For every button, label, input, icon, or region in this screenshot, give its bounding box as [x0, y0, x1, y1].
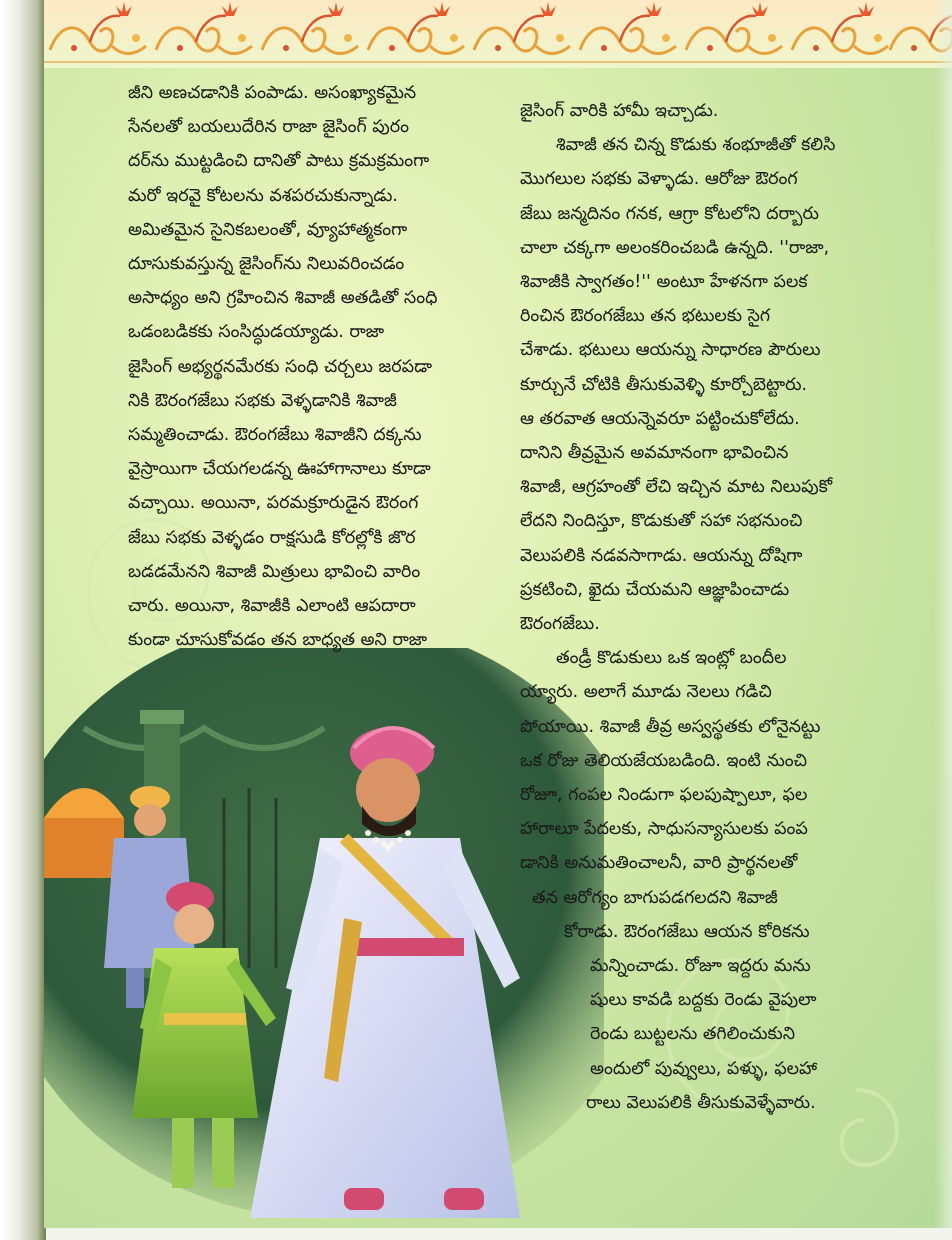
story-page	[44, 0, 952, 1228]
text-line: అమితమైన సైనికబలంతో, వ్యూహాత్మకంగా	[128, 219, 408, 240]
text-line: కుండా చూసుకోవడం తన బాధ్యత అని రాజా	[128, 630, 428, 651]
text-line: ఒడంబడికకు సంసిద్ధుడయ్యాడు. రాజా	[128, 322, 385, 343]
text-line: బడడమేనని శివాజీ మిత్రులు భావించి వారిం	[128, 561, 421, 582]
text-line: రాలు వెలుపలికి తీసుకువెళ్ళేవారు.	[586, 1092, 816, 1113]
text-line: రోజూ, గంపల నిండుగా ఫలపుష్పాలూ, ఫల	[520, 785, 808, 806]
text-line: తన ఆరోగ్యం బాగుపడగలదని శివాజీ	[532, 887, 778, 908]
text-line: వైస్రాయిగా చేయగలడన్న ఊహాగానాలు కూడా	[128, 459, 431, 480]
text-line: శివాజీ తన చిన్న కొడుకు శంభూజీతో కలిసి	[556, 135, 836, 156]
text-line: చాలా చక్కగా అలంకరించబడి ఉన్నది. ''రాజా,	[520, 237, 830, 258]
text-line: సమ్మతించాడు. ఔరంగజేబు శివాజీని దక్కను	[128, 425, 422, 446]
text-line: వచ్చాయి. అయినా, పరమక్రూరుడైన ఔరంగ	[128, 493, 419, 514]
text-line: మరో ఇరవై కోటలను వశపరచుకున్నాడు.	[128, 185, 398, 206]
text-line: రించిన ఔరంగజేబు తన భటులకు సైగ	[520, 306, 771, 327]
right-text-column	[520, 94, 940, 1120]
text-line: మొగలుల సభకు వెళ్ళాడు. ఆరోజు ఔరంగ	[520, 169, 798, 190]
text-line: చేశాడు. భటులు ఆయన్ను సాధారణ పౌరులు	[520, 340, 821, 361]
left-text-column	[128, 76, 544, 657]
text-line: తండ్రీ కొడుకులు ఒక ఇంట్లో బందీల	[556, 648, 787, 669]
text-line: డానికి అనుమతించాలనీ, వారి ప్రార్థనలతో	[520, 853, 798, 874]
text-line: ఒక రోజు తెలియజేయబడింది. ఇంటి నుంచి	[520, 750, 808, 771]
text-line: లేదని నిందిస్తూ, కొడుకుతో సహా సభనుంచి	[520, 511, 803, 532]
text-line: సేనలతో బయలుదేరిన రాజా జైసింగ్ పురం	[128, 117, 409, 138]
text-line: కూర్చునే చోటికి తీసుకువెళ్ళి కూర్చోబెట్టారు.	[520, 374, 808, 395]
text-line: జేబు జన్మదినం గనక, ఆగ్రా కోటలోని దర్బారు	[520, 203, 819, 224]
text-line: రెండు బుట్టలను తగిలించుకుని	[590, 1024, 796, 1045]
text-line: శివాజీ, ఆగ్రహంతో లేచి ఇచ్చిన మాట నిలుపుకో	[520, 477, 833, 498]
text-line: నికి ఔరంగజేబు సభకు వెళ్ళడానికి శివాజీ	[128, 390, 397, 411]
text-line: అసాధ్యం అని గ్రహించిన శివాజీ అతడితో సంధి	[128, 288, 438, 309]
text-line: షులు కావడి బద్దకు రెండు వైపులా	[590, 990, 817, 1011]
book-gutter	[0, 0, 46, 1240]
text-line: ప్రకటించి, ఖైదు చేయమని ఆజ్ఞాపించాడు	[520, 579, 790, 600]
text-line: జైసింగ్ వారికి హామీ ఇచ్చాడు.	[520, 101, 719, 121]
text-line: య్యారు. అలాగే మూడు నెలలు గడిచి	[520, 682, 772, 703]
text-line: హారాలూ పేదలకు, సాధుసన్యాసులకు పంప	[520, 819, 808, 840]
text-line: దూసుకువస్తున్న జైసింగ్‌ను నిలువరించడం	[128, 254, 405, 275]
text-line: దర్‌ను ముట్టడించి దానితో పాటు క్రమక్రమంగా	[128, 151, 430, 172]
text-line: శివాజీకి స్వాగతం!'' అంటూ హేళనగా పలక	[520, 272, 808, 293]
text-line: దానిని తీవ్రమైన అవమానంగా భావించిన	[520, 443, 789, 464]
text-line: చారు. అయినా, శివాజీకి ఎలాంటి ఆపదారా	[128, 596, 416, 617]
text-line: మన్నించాడు. రోజూ ఇద్దరు మను	[590, 956, 811, 977]
text-line: పోయాయి. శివాజీ తీవ్ర అస్వస్థతకు లోనైనట్టు	[520, 716, 821, 737]
text-line: ఆ తరవాత ఆయన్నెవరూ పట్టించుకోలేదు.	[520, 408, 800, 429]
text-line: వెలుపలికి నడవసాగాడు. ఆయన్ను దోషిగా	[520, 545, 803, 566]
text-line: జేబు సభకు వెళ్ళడం రాక్షసుడి కోరల్లోకి జొర	[128, 527, 416, 548]
text-line: ఔరంగజేబు.	[520, 614, 600, 635]
text-line: అందులో పువ్వులు, పళ్ళు, ఫలహా	[590, 1058, 818, 1079]
text-line: కోరాడు. ఔరంగజేబు ఆయన కోరికను	[564, 921, 810, 942]
text-line: జీని అణచడానికి పంపాడు. అసంఖ్యాకమైన	[128, 83, 417, 103]
text-line: జైసింగ్ అభ్యర్థనమేరకు సంధి చర్చలు జరపడా	[128, 356, 432, 377]
